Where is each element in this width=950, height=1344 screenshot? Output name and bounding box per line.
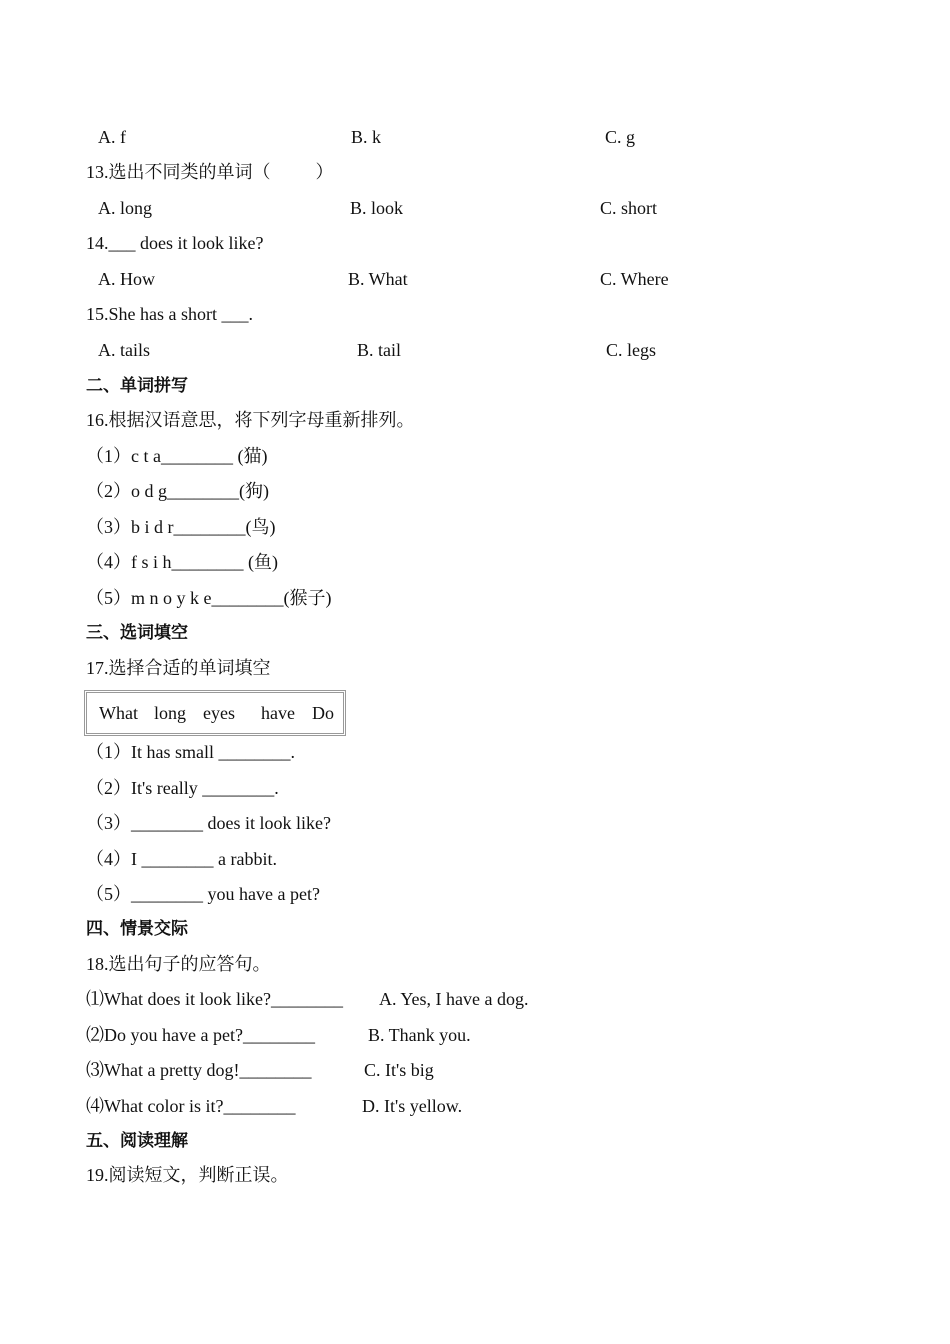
q16-item: （4）f s i h________ (鱼) xyxy=(86,552,278,572)
q17-item: （4）I ________ a rabbit. xyxy=(86,849,277,869)
q18-stem: 18.选出句子的应答句。 xyxy=(86,954,271,974)
q13-stem: 13.选出不同类的单词（ ） xyxy=(86,162,334,182)
q14-option-a: A. How xyxy=(98,269,155,289)
q15-option-c: C. legs xyxy=(606,340,657,360)
q15-option-b: B. tail xyxy=(357,340,401,360)
q18-answer: D. It's yellow. xyxy=(362,1096,463,1116)
q14-option-b: B. What xyxy=(348,269,408,289)
word-bank-word: Do xyxy=(312,703,334,723)
word-bank-word: have xyxy=(261,703,295,723)
word-bank-word: long xyxy=(154,703,187,723)
q14-stem: 14.___ does it look like? xyxy=(86,233,264,253)
q18-answer: C. It's big xyxy=(364,1060,434,1080)
q12-option-b: B. k xyxy=(351,127,382,147)
q18-question: ⑶What a pretty dog!________ xyxy=(86,1060,312,1080)
section-heading-dialogue: 四、情景交际 xyxy=(86,919,188,939)
q15-option-a: A. tails xyxy=(98,340,150,360)
q15-stem: 15.She has a short ___. xyxy=(86,304,253,324)
q18-question: ⑷What color is it?________ xyxy=(86,1096,296,1116)
q17-stem: 17.选择合适的单词填空 xyxy=(86,658,271,678)
q13-option-a: A. long xyxy=(98,198,152,218)
q16-item: （1）c t a________ (猫) xyxy=(86,446,268,466)
q17-item: （5）________ you have a pet? xyxy=(86,884,320,904)
section-heading-fill-in: 三、选词填空 xyxy=(86,623,188,643)
word-bank-word: eyes xyxy=(203,703,235,723)
q16-item: （2）o d g________(狗) xyxy=(86,481,269,501)
word-bank-word: What xyxy=(99,703,138,723)
word-bank-box xyxy=(84,690,346,736)
q13-option-b: B. look xyxy=(350,198,404,218)
q16-stem: 16.根据汉语意思，将下列字母重新排列。 xyxy=(86,410,415,430)
q17-item: （2）It's really ________. xyxy=(86,778,279,798)
q18-question: ⑴What does it look like?________ xyxy=(86,989,343,1009)
q12-option-c: C. g xyxy=(605,127,636,147)
q18-question: ⑵Do you have a pet?________ xyxy=(86,1025,315,1045)
q18-answer: A. Yes, I have a dog. xyxy=(379,989,529,1009)
q17-item: （1）It has small ________. xyxy=(86,742,295,762)
q13-option-c: C. short xyxy=(600,198,658,218)
q16-item: （5）m n o y k e________(猴子) xyxy=(86,588,332,608)
q18-answer: B. Thank you. xyxy=(368,1025,471,1045)
q19-stem: 19.阅读短文，判断正误。 xyxy=(86,1165,289,1185)
q16-item: （3）b i d r________(鸟) xyxy=(86,517,276,537)
q14-option-c: C. Where xyxy=(600,269,669,289)
q17-item: （3）________ does it look like? xyxy=(86,813,331,833)
section-heading-reading: 五、阅读理解 xyxy=(86,1131,188,1151)
q12-option-a: A. f xyxy=(98,127,126,147)
section-heading-spelling: 二、单词拼写 xyxy=(86,376,188,396)
